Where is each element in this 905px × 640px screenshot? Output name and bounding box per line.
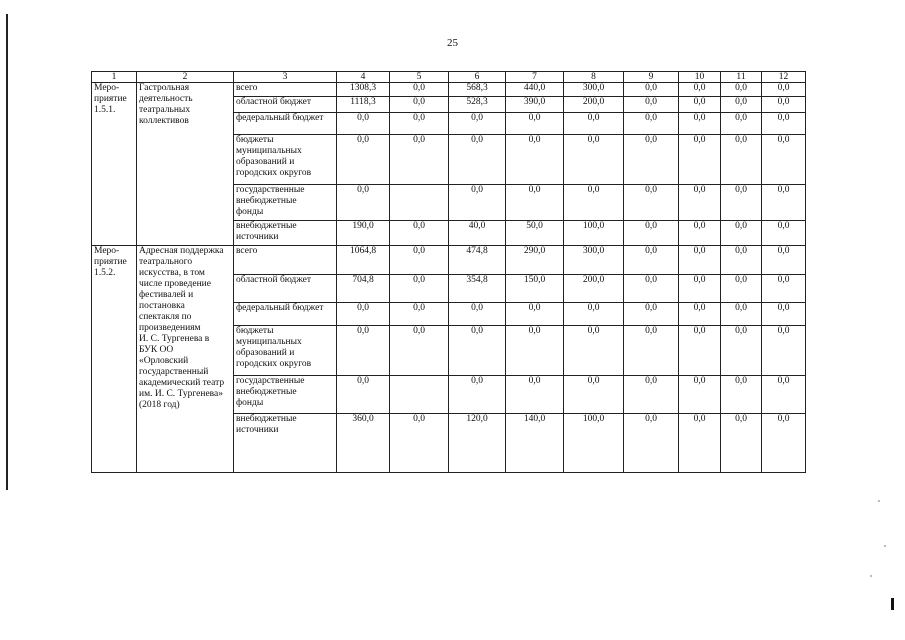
amount-cell: 0,0 <box>762 303 806 326</box>
event-code-line: приятие <box>94 257 127 267</box>
amount-cell: 568,3 <box>449 83 506 97</box>
amount-cell: 0,0 <box>721 376 762 414</box>
funding-source <box>234 97 337 113</box>
amount-cell: 150,0 <box>506 275 564 303</box>
event-name-line: фестивалей и <box>139 290 194 300</box>
event-name-line: театральных <box>139 105 191 115</box>
funding-source-line: муниципальных <box>236 337 302 347</box>
amount-cell: 0,0 <box>679 113 721 135</box>
funding-source-line: городских округов <box>236 168 312 178</box>
column-number: 6 <box>449 72 506 83</box>
amount-cell: 0,0 <box>721 135 762 185</box>
amount-cell: 0,0 <box>390 303 449 326</box>
event-name-line: постановка <box>139 301 185 311</box>
funding-source <box>234 135 337 185</box>
amount-cell: 0,0 <box>390 275 449 303</box>
event-name <box>137 246 234 473</box>
event-name-line: Гастрольная <box>139 83 190 93</box>
event-name-line: деятельность <box>139 94 193 104</box>
amount-cell: 0,0 <box>390 414 449 473</box>
event-name-line: им. И. С. Тургенева» <box>139 389 223 399</box>
amount-cell: 528,3 <box>449 97 506 113</box>
column-number: 5 <box>390 72 449 83</box>
funding-source-line: источники <box>236 425 279 435</box>
amount-cell: 354,8 <box>449 275 506 303</box>
amount-cell: 300,0 <box>564 246 624 275</box>
event-name-line: И. С. Тургенева в <box>139 334 210 344</box>
amount-cell: 0,0 <box>564 135 624 185</box>
funding-source <box>234 326 337 376</box>
amount-cell: 200,0 <box>564 275 624 303</box>
event-code-line: приятие <box>94 94 127 104</box>
amount-cell: 0,0 <box>762 376 806 414</box>
event-code <box>92 83 137 246</box>
amount-cell: 0,0 <box>624 414 679 473</box>
column-number: 7 <box>506 72 564 83</box>
scan-speck <box>870 575 872 577</box>
edge-mark <box>891 598 894 610</box>
amount-cell: 40,0 <box>449 221 506 246</box>
amount-cell: 0,0 <box>564 326 624 376</box>
column-number: 3 <box>234 72 337 83</box>
amount-cell: 360,0 <box>337 414 390 473</box>
funding-source <box>234 221 337 246</box>
event-name-line: «Орловский <box>139 356 189 366</box>
funding-source-line: городских округов <box>236 359 312 369</box>
column-number: 10 <box>679 72 721 83</box>
amount-cell: 0,0 <box>390 135 449 185</box>
amount-cell: 0,0 <box>624 135 679 185</box>
amount-cell: 0,0 <box>624 376 679 414</box>
amount-cell: 120,0 <box>449 414 506 473</box>
amount-cell: 0,0 <box>762 414 806 473</box>
event-code <box>92 246 137 473</box>
amount-cell: 0,0 <box>762 135 806 185</box>
amount-cell: 0,0 <box>679 97 721 113</box>
amount-cell: 0,0 <box>721 97 762 113</box>
amount-cell: 0,0 <box>762 185 806 221</box>
amount-cell: 0,0 <box>721 83 762 97</box>
funding-source-line: бюджеты <box>236 326 274 336</box>
amount-cell: 0,0 <box>390 246 449 275</box>
event-name-line: числе проведение <box>139 279 211 289</box>
amount-cell: 0,0 <box>449 135 506 185</box>
event-name-line: произведениям <box>139 323 201 333</box>
amount-cell: 0,0 <box>624 83 679 97</box>
event-name-line: искусства, в том <box>139 268 205 278</box>
funding-source-line: областной бюджет <box>236 97 312 107</box>
amount-cell: 0,0 <box>564 113 624 135</box>
amount-cell: 0,0 <box>564 303 624 326</box>
amount-cell: 100,0 <box>564 221 624 246</box>
amount-cell: 0,0 <box>390 221 449 246</box>
amount-cell: 0,0 <box>337 376 390 414</box>
table-row <box>92 83 806 97</box>
amount-cell: 0,0 <box>762 275 806 303</box>
amount-cell: 474,8 <box>449 246 506 275</box>
amount-cell: 0,0 <box>506 303 564 326</box>
amount-cell: 0,0 <box>762 97 806 113</box>
funding-source-line: фонды <box>236 207 264 217</box>
funding-source-line: государственные <box>236 185 305 195</box>
funding-source-line: областной бюджет <box>236 275 312 285</box>
amount-cell: 0,0 <box>679 246 721 275</box>
amount-cell: 0,0 <box>762 221 806 246</box>
funding-source-line: федеральный бюджет <box>236 113 324 123</box>
event-name-line: Адресная поддержка <box>139 246 224 256</box>
amount-cell: 0,0 <box>624 185 679 221</box>
event-code-line: 1.5.1. <box>94 105 116 115</box>
amount-cell: 0,0 <box>762 246 806 275</box>
amount-cell: 290,0 <box>506 246 564 275</box>
amount-cell: 0,0 <box>506 376 564 414</box>
amount-cell: 0,0 <box>390 326 449 376</box>
amount-cell: 200,0 <box>564 97 624 113</box>
amount-cell: 0,0 <box>721 326 762 376</box>
amount-cell: 0,0 <box>624 113 679 135</box>
funding-source-line: фонды <box>236 398 264 408</box>
column-number: 4 <box>337 72 390 83</box>
amount-cell: 0,0 <box>624 246 679 275</box>
funding-source <box>234 83 337 97</box>
event-name-line: коллективов <box>139 116 189 126</box>
amount-cell <box>390 185 449 221</box>
event-code-line: 1.5.2. <box>94 268 116 278</box>
amount-cell: 0,0 <box>721 185 762 221</box>
budget-table-body <box>92 72 806 473</box>
amount-cell: 0,0 <box>679 83 721 97</box>
amount-cell: 0,0 <box>721 303 762 326</box>
page-number: 25 <box>447 37 458 49</box>
column-number: 1 <box>92 72 137 83</box>
amount-cell: 0,0 <box>624 303 679 326</box>
amount-cell: 50,0 <box>506 221 564 246</box>
amount-cell: 0,0 <box>449 326 506 376</box>
amount-cell: 0,0 <box>449 185 506 221</box>
amount-cell: 0,0 <box>762 83 806 97</box>
event-code-line: Меро- <box>94 246 120 256</box>
amount-cell: 0,0 <box>679 135 721 185</box>
amount-cell: 0,0 <box>564 376 624 414</box>
amount-cell: 0,0 <box>721 275 762 303</box>
funding-source-line: внебюджетные <box>236 196 297 206</box>
amount-cell: 0,0 <box>679 185 721 221</box>
column-number: 11 <box>721 72 762 83</box>
amount-cell: 0,0 <box>449 303 506 326</box>
column-number: 2 <box>137 72 234 83</box>
column-number: 8 <box>564 72 624 83</box>
event-name-line: театрального <box>139 257 193 267</box>
amount-cell: 190,0 <box>337 221 390 246</box>
event-name <box>137 83 234 246</box>
amount-cell: 0,0 <box>506 185 564 221</box>
funding-source-line: источники <box>236 232 279 242</box>
budget-table <box>91 71 806 473</box>
amount-cell: 300,0 <box>564 83 624 97</box>
table-row <box>92 246 806 275</box>
left-margin-rule <box>6 14 8 490</box>
amount-cell: 0,0 <box>721 113 762 135</box>
amount-cell: 0,0 <box>390 113 449 135</box>
column-number: 9 <box>624 72 679 83</box>
amount-cell: 0,0 <box>624 326 679 376</box>
amount-cell: 0,0 <box>337 326 390 376</box>
funding-source-line: образований и <box>236 348 295 358</box>
event-name-line: (2018 год) <box>139 400 180 410</box>
funding-source <box>234 376 337 414</box>
funding-source-line: бюджеты <box>236 135 274 145</box>
amount-cell: 0,0 <box>390 97 449 113</box>
amount-cell: 390,0 <box>506 97 564 113</box>
event-name-line: государственный <box>139 367 209 377</box>
amount-cell: 0,0 <box>721 221 762 246</box>
amount-cell: 0,0 <box>721 414 762 473</box>
scan-speck <box>884 545 886 547</box>
funding-source-line: государственные <box>236 376 305 386</box>
amount-cell: 140,0 <box>506 414 564 473</box>
amount-cell: 1064,8 <box>337 246 390 275</box>
amount-cell: 0,0 <box>679 275 721 303</box>
funding-source <box>234 275 337 303</box>
funding-source-line: муниципальных <box>236 146 302 156</box>
amount-cell: 0,0 <box>679 376 721 414</box>
amount-cell: 0,0 <box>679 303 721 326</box>
amount-cell: 0,0 <box>721 246 762 275</box>
event-name-line: БУК ОО <box>139 345 174 355</box>
event-name-line: спектакля по <box>139 312 192 322</box>
amount-cell: 0,0 <box>506 113 564 135</box>
amount-cell: 0,0 <box>337 303 390 326</box>
amount-cell: 0,0 <box>337 135 390 185</box>
event-name-line: академический театр <box>139 378 225 388</box>
amount-cell: 0,0 <box>564 185 624 221</box>
amount-cell: 0,0 <box>679 414 721 473</box>
amount-cell: 0,0 <box>762 326 806 376</box>
event-code-line: Меро- <box>94 83 120 93</box>
funding-source-line: образований и <box>236 157 295 167</box>
funding-source <box>234 246 337 275</box>
amount-cell: 440,0 <box>506 83 564 97</box>
amount-cell: 704,8 <box>337 275 390 303</box>
amount-cell: 0,0 <box>337 113 390 135</box>
funding-source-line: всего <box>236 83 258 93</box>
column-number-row <box>92 72 806 83</box>
amount-cell: 0,0 <box>679 326 721 376</box>
amount-cell: 0,0 <box>337 185 390 221</box>
amount-cell: 0,0 <box>506 135 564 185</box>
amount-cell: 0,0 <box>679 221 721 246</box>
funding-source-line: внебюджетные <box>236 387 297 397</box>
funding-source-line: внебюджетные <box>236 221 297 231</box>
scan-speck <box>878 500 880 502</box>
amount-cell: 0,0 <box>506 326 564 376</box>
amount-cell: 0,0 <box>624 221 679 246</box>
funding-source-line: всего <box>236 246 258 256</box>
funding-source <box>234 113 337 135</box>
funding-source-line: внебюджетные <box>236 414 297 424</box>
funding-source <box>234 414 337 473</box>
amount-cell: 0,0 <box>624 275 679 303</box>
amount-cell: 0,0 <box>449 113 506 135</box>
amount-cell: 100,0 <box>564 414 624 473</box>
funding-source <box>234 303 337 326</box>
amount-cell: 0,0 <box>449 376 506 414</box>
amount-cell <box>390 376 449 414</box>
amount-cell: 1308,3 <box>337 83 390 97</box>
amount-cell: 0,0 <box>624 97 679 113</box>
amount-cell: 0,0 <box>762 113 806 135</box>
amount-cell: 0,0 <box>390 83 449 97</box>
amount-cell: 1118,3 <box>337 97 390 113</box>
funding-source <box>234 185 337 221</box>
funding-source-line: федеральный бюджет <box>236 303 324 313</box>
column-number: 12 <box>762 72 806 83</box>
